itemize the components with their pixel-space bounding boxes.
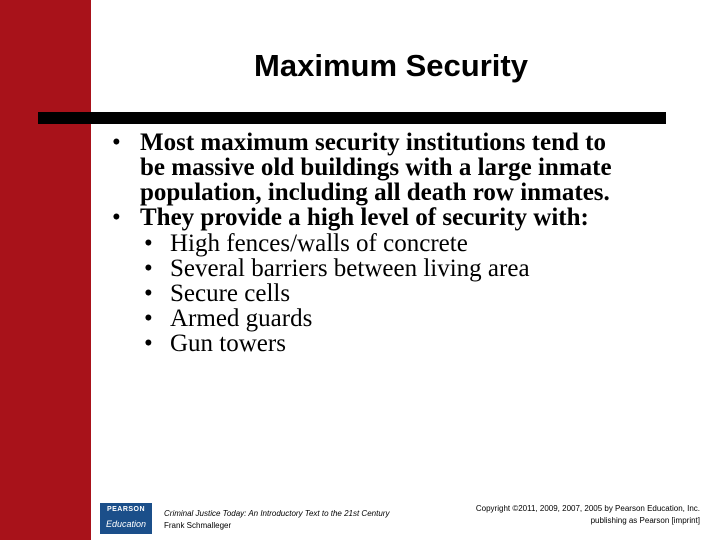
sub-bullet-marker: • <box>144 230 153 257</box>
bullet-2-line-1: They provide a high level of security with: <box>140 204 589 231</box>
sub-item-guards: Armed guards <box>170 305 313 332</box>
sub-item-barriers: Several barriers between living area <box>170 255 530 282</box>
sub-bullet-marker: • <box>144 330 153 357</box>
bullet-1-line-1: Most maximum security institutions tend to <box>140 129 606 156</box>
sub-bullet-marker: • <box>144 305 153 332</box>
logo-bottom-text: Education <box>105 519 147 529</box>
left-accent-band <box>0 0 91 540</box>
author-name: Frank Schmalleger <box>164 521 232 530</box>
sub-item-cells: Secure cells <box>170 280 291 307</box>
sub-bullet-marker: • <box>144 280 153 307</box>
sub-item-towers: Gun towers <box>170 330 286 357</box>
copyright-text: Copyright ©2011, 2009, 2007, 2005 by Pearson Education, Inc. <box>475 504 700 513</box>
pearson-logo <box>100 503 152 534</box>
bullet-marker: • <box>112 129 121 156</box>
footer-book-info <box>164 508 389 532</box>
logo-top-text: PEARSON <box>106 506 146 513</box>
sub-bullet-marker: • <box>144 255 153 282</box>
title-divider <box>38 112 666 124</box>
sub-item-fences: High fences/walls of concrete <box>170 230 468 257</box>
imprint-text: publishing as Pearson [imprint] <box>590 516 700 525</box>
footer-copyright <box>476 503 700 527</box>
slide-title: Maximum Security <box>254 48 528 83</box>
bullet-1-line-3: population, including all death row inmates. <box>140 179 610 206</box>
bullet-marker: • <box>112 204 121 231</box>
book-title: Criminal Justice Today: An Introductory Text to the 21st Century <box>164 509 390 518</box>
bullet-1-line-2: be massive old buildings with a large inmate <box>140 154 612 181</box>
